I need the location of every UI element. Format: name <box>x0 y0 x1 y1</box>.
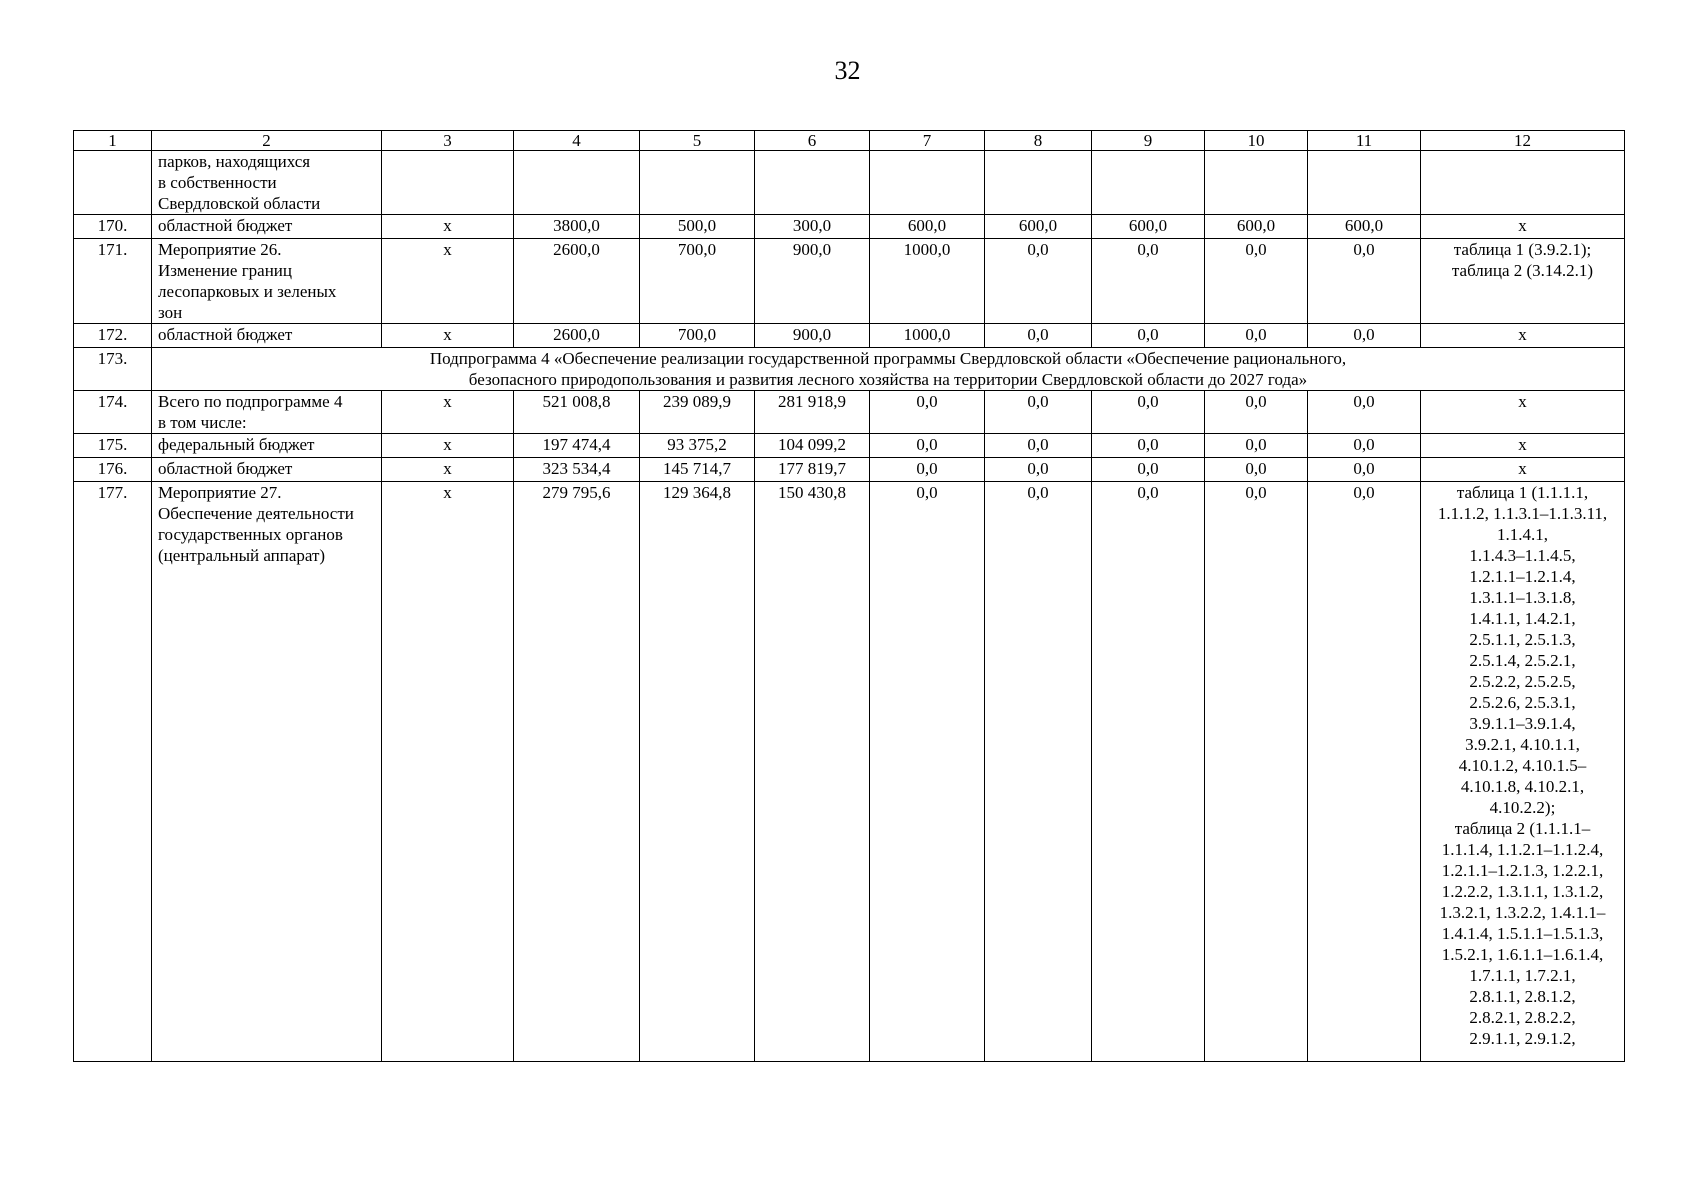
cell-col-4: 323 534,4 <box>514 458 640 482</box>
table-row <box>74 458 1625 482</box>
header-cell: 10 <box>1205 131 1308 151</box>
cell-col-6: 900,0 <box>755 239 870 324</box>
cell-col-5: 129 364,8 <box>640 482 755 1062</box>
cell-col-8: 0,0 <box>985 391 1092 434</box>
table-row <box>74 434 1625 458</box>
cell-col-10: 600,0 <box>1205 215 1308 239</box>
name-cell: областной бюджет <box>152 458 382 482</box>
row-number-cell <box>74 151 152 215</box>
cell-col-5: 239 089,9 <box>640 391 755 434</box>
cell-col-6 <box>755 151 870 215</box>
row-number-cell: 170. <box>74 215 152 239</box>
cell-col-10: 0,0 <box>1205 324 1308 348</box>
cell-col-10 <box>1205 151 1308 215</box>
table-row <box>74 482 1625 1062</box>
cell-col-4: 197 474,4 <box>514 434 640 458</box>
name-cell: федеральный бюджет <box>152 434 382 458</box>
cell-col-5: 700,0 <box>640 324 755 348</box>
cell-col-4 <box>514 151 640 215</box>
header-cell: 9 <box>1092 131 1205 151</box>
cell-col-3: х <box>382 391 514 434</box>
name-cell: областной бюджет <box>152 215 382 239</box>
cell-col-5 <box>640 151 755 215</box>
header-cell: 8 <box>985 131 1092 151</box>
cell-col-5: 145 714,7 <box>640 458 755 482</box>
cell-col-3: х <box>382 458 514 482</box>
cell-col-11: 0,0 <box>1308 434 1421 458</box>
reference-cell <box>1421 151 1625 215</box>
cell-col-9 <box>1092 151 1205 215</box>
cell-col-9: 0,0 <box>1092 458 1205 482</box>
cell-col-11: 0,0 <box>1308 239 1421 324</box>
cell-col-11 <box>1308 151 1421 215</box>
table-row <box>74 215 1625 239</box>
cell-col-10: 0,0 <box>1205 458 1308 482</box>
row-number-cell: 171. <box>74 239 152 324</box>
row-number-cell: 173. <box>74 348 152 391</box>
header-cell: 5 <box>640 131 755 151</box>
cell-col-7: 1000,0 <box>870 324 985 348</box>
row-number-cell: 175. <box>74 434 152 458</box>
cell-col-3: х <box>382 239 514 324</box>
column-number-header-row <box>74 131 1625 151</box>
name-cell: парков, находящихся в собственности Свердловской области <box>152 151 382 215</box>
row-number-cell: 174. <box>74 391 152 434</box>
cell-col-4: 279 795,6 <box>514 482 640 1062</box>
cell-col-7: 1000,0 <box>870 239 985 324</box>
cell-col-7: 0,0 <box>870 391 985 434</box>
cell-col-5: 500,0 <box>640 215 755 239</box>
table-row <box>74 324 1625 348</box>
cell-col-5: 93 375,2 <box>640 434 755 458</box>
table-row <box>74 391 1625 434</box>
reference-cell: таблица 1 (3.9.2.1); таблица 2 (3.14.2.1) <box>1421 239 1625 324</box>
cell-col-7: 0,0 <box>870 458 985 482</box>
name-cell: Всего по подпрограмме 4 в том числе: <box>152 391 382 434</box>
subprogram-title-cell: Подпрограмма 4 «Обеспечение реализации государственной программы Свердловской области «Обеспечение рационального, безопасного природопользования и развития лесного хозяйства на территории Свердловской области до 2027 года» <box>152 348 1625 391</box>
table-row <box>74 151 1625 215</box>
cell-col-3: х <box>382 324 514 348</box>
cell-col-4: 3800,0 <box>514 215 640 239</box>
cell-col-6: 150 430,8 <box>755 482 870 1062</box>
cell-col-8: 0,0 <box>985 324 1092 348</box>
reference-cell: х <box>1421 391 1625 434</box>
page-number: 32 <box>834 56 861 85</box>
header-cell: 2 <box>152 131 382 151</box>
header-cell: 4 <box>514 131 640 151</box>
cell-col-9: 0,0 <box>1092 239 1205 324</box>
cell-col-4: 2600,0 <box>514 239 640 324</box>
cell-col-3 <box>382 151 514 215</box>
cell-col-11: 0,0 <box>1308 458 1421 482</box>
cell-col-9: 0,0 <box>1092 324 1205 348</box>
cell-col-6: 281 918,9 <box>755 391 870 434</box>
cell-col-6: 177 819,7 <box>755 458 870 482</box>
cell-col-8: 0,0 <box>985 434 1092 458</box>
row-number-cell: 177. <box>74 482 152 1062</box>
cell-col-4: 521 008,8 <box>514 391 640 434</box>
cell-col-7 <box>870 151 985 215</box>
cell-col-7: 0,0 <box>870 434 985 458</box>
cell-col-11: 0,0 <box>1308 482 1421 1062</box>
header-cell: 1 <box>74 131 152 151</box>
row-number-cell: 176. <box>74 458 152 482</box>
cell-col-8: 0,0 <box>985 458 1092 482</box>
cell-col-8: 0,0 <box>985 482 1092 1062</box>
cell-col-7: 0,0 <box>870 482 985 1062</box>
cell-col-10: 0,0 <box>1205 434 1308 458</box>
cell-col-11: 0,0 <box>1308 324 1421 348</box>
reference-cell: х <box>1421 434 1625 458</box>
cell-col-3: х <box>382 434 514 458</box>
table-body <box>74 131 1625 1062</box>
subprogram-row <box>74 348 1625 391</box>
cell-col-10: 0,0 <box>1205 239 1308 324</box>
cell-col-8 <box>985 151 1092 215</box>
name-cell: Мероприятие 27. Обеспечение деятельности государственных органов (центральный аппарат) <box>152 482 382 1062</box>
cell-col-6: 900,0 <box>755 324 870 348</box>
name-cell: Мероприятие 26. Изменение границ лесопарковых и зеленых зон <box>152 239 382 324</box>
reference-cell: таблица 1 (1.1.1.1, 1.1.1.2, 1.1.3.1–1.1.3.11, 1.1.4.1, 1.1.4.3–1.1.4.5, 1.2.1.1–1.2.1.4, 1.3.1.1–1.3.1.8, 1.4.1.1, 1.4.2.1, 2.5.1.1, 2.5.1.3, 2.5.1.4, 2.5.2.1, 2.5.2.2, 2.5.2.5, 2.5.2.6, 2.5.3.1, 3.9.1.1–3.9.1.4, 3.9.2.1, 4.10.1.1, 4.10.1.2, 4.10.1.5– 4.10.1.8, 4.10.2.1, 4.10.2.2); таблица 2 (1.1.1.1– 1.1.1.4, 1.1.2.1–1.1.2.4, 1.2.1.1–1.2.1.3, 1.2.2.1, 1.2.2.2, 1.3.1.1, 1.3.1.2, 1.3.2.1, 1.3.2.2, 1.4.1.1– 1.4.1.4, 1.5.1.1–1.5.1.3, 1.5.2.1, 1.6.1.1–1.6.1.4, 1.7.1.1, 1.7.2.1, 2.8.1.1, 2.8.1.2, 2.8.2.1, 2.8.2.2, 2.9.1.1, 2.9.1.2, <box>1421 482 1625 1062</box>
row-number-cell: 172. <box>74 324 152 348</box>
cell-col-3: х <box>382 215 514 239</box>
cell-col-3: х <box>382 482 514 1062</box>
cell-col-9: 0,0 <box>1092 391 1205 434</box>
cell-col-9: 600,0 <box>1092 215 1205 239</box>
cell-col-8: 0,0 <box>985 239 1092 324</box>
cell-col-7: 600,0 <box>870 215 985 239</box>
cell-col-6: 300,0 <box>755 215 870 239</box>
cell-col-10: 0,0 <box>1205 391 1308 434</box>
header-cell: 3 <box>382 131 514 151</box>
cell-col-9: 0,0 <box>1092 434 1205 458</box>
cell-col-9: 0,0 <box>1092 482 1205 1062</box>
reference-cell: х <box>1421 458 1625 482</box>
header-cell: 6 <box>755 131 870 151</box>
cell-col-6: 104 099,2 <box>755 434 870 458</box>
table-row <box>74 239 1625 324</box>
header-cell: 11 <box>1308 131 1421 151</box>
cell-col-10: 0,0 <box>1205 482 1308 1062</box>
name-cell: областной бюджет <box>152 324 382 348</box>
reference-cell: х <box>1421 324 1625 348</box>
budget-table <box>73 130 1625 1062</box>
header-cell: 12 <box>1421 131 1625 151</box>
cell-col-11: 600,0 <box>1308 215 1421 239</box>
cell-col-8: 600,0 <box>985 215 1092 239</box>
reference-cell: х <box>1421 215 1625 239</box>
header-cell: 7 <box>870 131 985 151</box>
cell-col-4: 2600,0 <box>514 324 640 348</box>
cell-col-5: 700,0 <box>640 239 755 324</box>
cell-col-11: 0,0 <box>1308 391 1421 434</box>
